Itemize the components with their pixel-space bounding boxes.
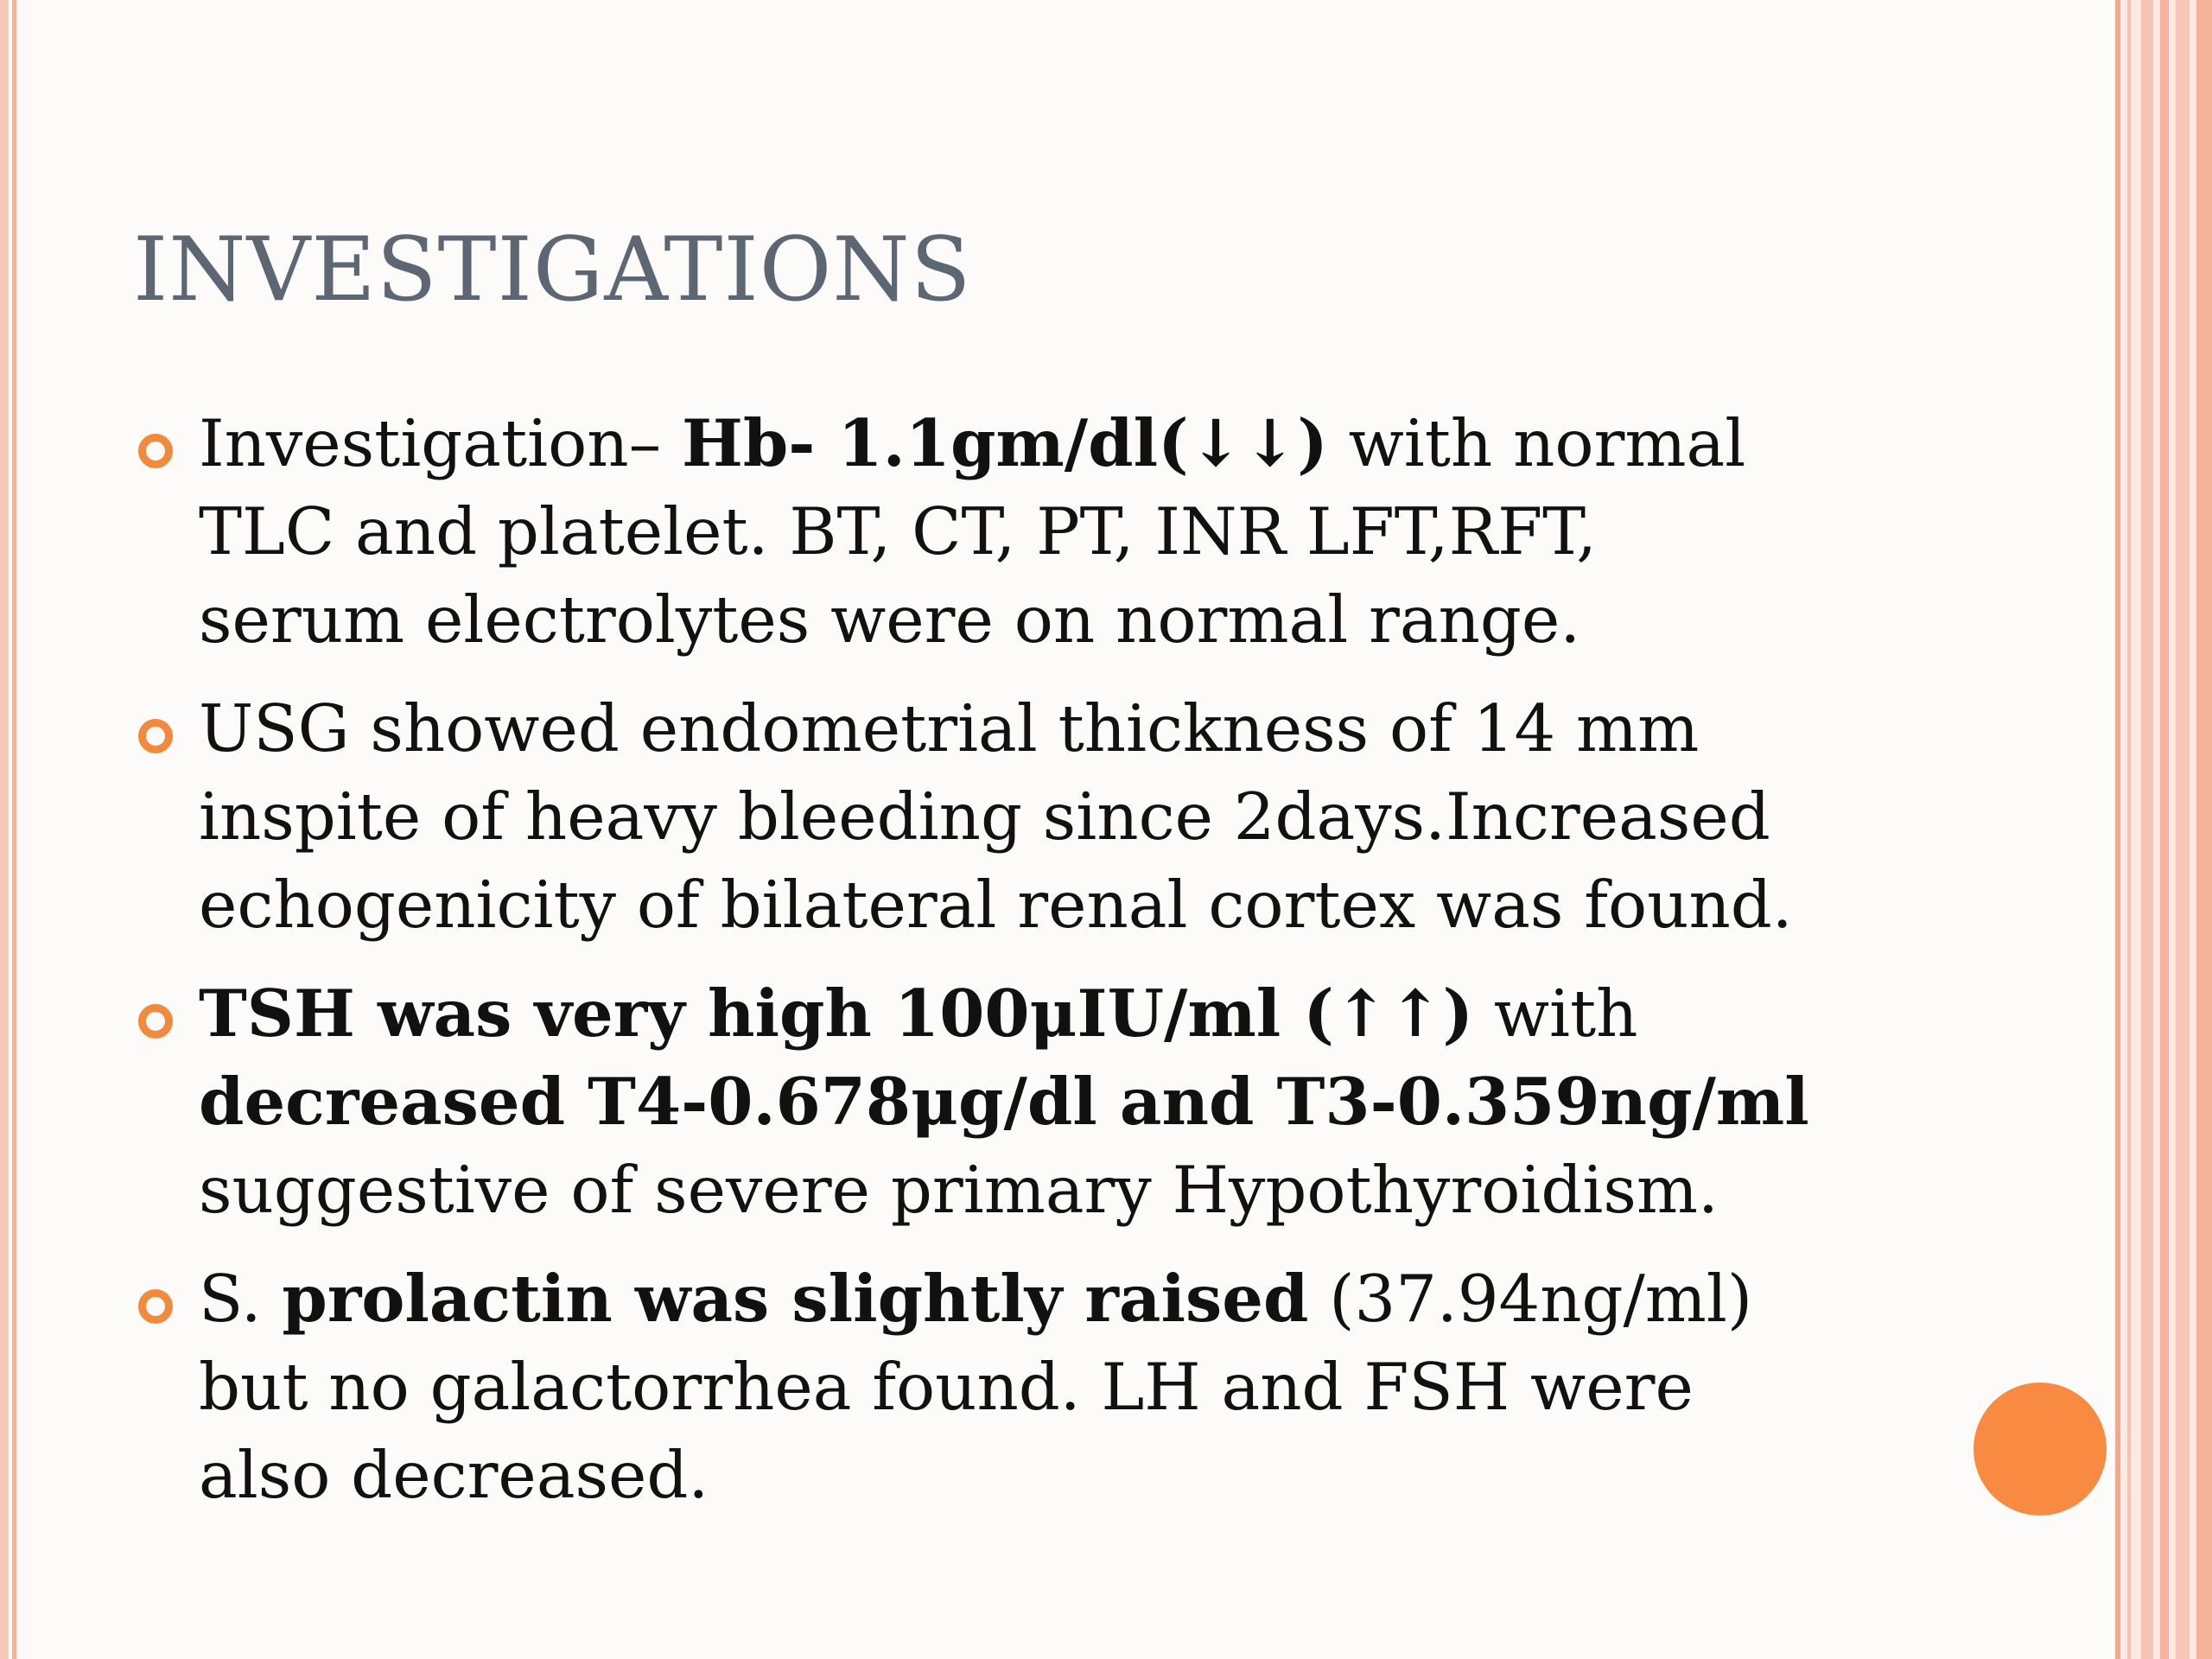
bullet-line [199,772,2100,861]
right-border-band [2176,0,2190,1659]
right-border-line [2115,0,2120,1659]
accent-circle [1974,1382,2107,1516]
bullet-circle-icon [138,719,173,753]
bullet-line [199,969,2100,1058]
text-segment: Investigation– [199,405,682,481]
bullet-line [199,1255,2100,1343]
text-segment: with [1473,976,1638,1052]
bold-text: prolactin was slightly raised [282,1261,1309,1337]
text-segment: with normal [1327,405,1746,481]
text-segment: inspite of heavy bleeding since 2days.Increased [199,779,1770,855]
bullet-circle-icon [138,434,173,468]
bullet-item [130,1255,2100,1519]
bold-text: TSH was very high 100μIU/ml (↑↑) [199,976,1473,1052]
bullet-line [199,1343,2100,1431]
bullet-item [130,684,2100,949]
right-border-line [2127,0,2131,1659]
bullet-line [199,487,2100,575]
text-segment: USG showed endometrial thickness of 14 mm [199,690,1700,766]
text-segment: serum electrolytes were on normal range. [199,582,1581,658]
bullet-line [199,1431,2100,1519]
text-segment: suggestive of severe primary Hypothyroidism. [199,1152,1719,1228]
bullet-line [199,861,2100,949]
text-segment: S. [199,1261,283,1337]
text-segment: also decreased. [199,1437,709,1513]
right-border-band [2196,0,2212,1659]
slide-title: INVESTIGATIONS [133,219,972,321]
bullet-list [130,399,2100,1540]
right-border-band [2141,0,2153,1659]
bullet-item [130,399,2100,664]
bold-text: decreased T4-0.678μg/dl and T3-0.359ng/ml [199,1064,1809,1140]
bullet-circle-icon [138,1004,173,1039]
text-segment: (37.94ng/ml) [1308,1261,1753,1337]
bullet-line [199,1146,2100,1234]
bold-text: Hb- 1.1gm/dl(↓↓) [681,405,1328,481]
bullet-line [199,684,2100,772]
bullet-line [199,1058,2100,1146]
left-border-line [12,0,16,1659]
bullet-line [199,399,2100,487]
right-border-band [2160,0,2169,1659]
bullet-circle-icon [138,1289,173,1324]
bullet-item [130,969,2100,1234]
text-segment: echogenicity of bilateral renal cortex was found. [199,867,1793,943]
left-border-stripe [0,0,9,1659]
text-segment: TLC and platelet. BT, CT, PT, INR LFT,RFT, [199,493,1597,569]
bullet-line [199,575,2100,664]
text-segment: but no galactorrhea found. LH and FSH were [199,1349,1694,1425]
